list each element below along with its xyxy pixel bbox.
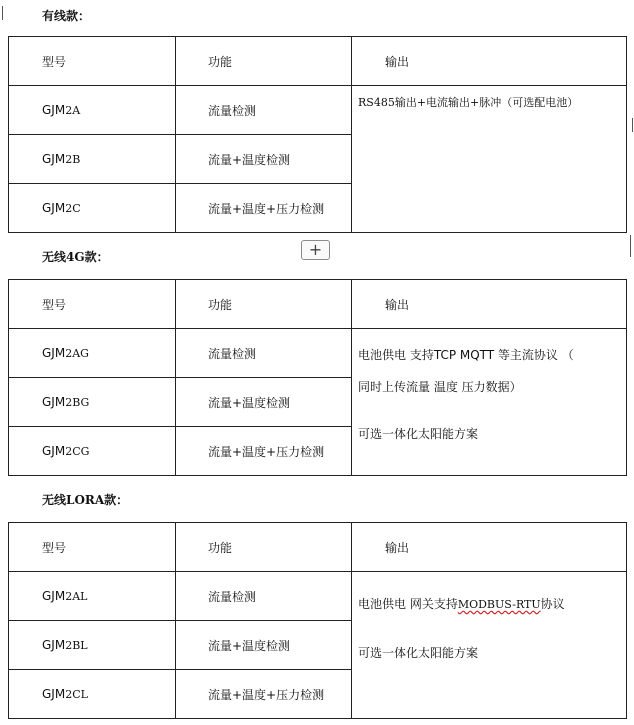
model-prefix: GJM — [42, 638, 66, 652]
output-cell — [352, 86, 627, 233]
output-line-2: 可选一体化太阳能方案 — [358, 646, 479, 660]
function-cell: 流量+温度+压力检测 — [176, 670, 352, 719]
model-prefix: GJM — [42, 152, 66, 166]
wired-model-table — [8, 36, 627, 233]
header-output: 输出 — [352, 523, 627, 572]
model-cell — [9, 86, 176, 135]
model-code: 2BG — [65, 396, 90, 409]
table-header-row — [9, 523, 627, 572]
header-output: 输出 — [352, 37, 627, 86]
add-row-button[interactable]: + — [301, 240, 330, 260]
header-output: 输出 — [352, 280, 627, 329]
table-row — [9, 572, 627, 621]
function-cell: 流量+温度+压力检测 — [176, 427, 352, 476]
model-code: 2CG — [65, 445, 90, 458]
function-cell: 流量检测 — [176, 572, 352, 621]
output-line-1 — [358, 580, 622, 629]
model-prefix: GJM — [42, 444, 66, 458]
model-cell — [9, 427, 176, 476]
output-text: RS485输出+电流输出+脉冲（可选配电池） — [358, 96, 579, 109]
function-cell: 流量+温度+压力检测 — [176, 184, 352, 233]
header-function: 功能 — [176, 523, 352, 572]
header-model: 型号 — [9, 37, 176, 86]
output-cell — [352, 329, 627, 476]
model-code: 2CL — [65, 688, 88, 701]
function-cell: 流量检测 — [176, 329, 352, 378]
header-model: 型号 — [9, 523, 176, 572]
4g-model-table — [8, 279, 627, 476]
function-cell: 流量检测 — [176, 86, 352, 135]
model-cell — [9, 329, 176, 378]
model-code: 2A — [65, 104, 81, 117]
model-code: 2B — [65, 153, 81, 166]
table-header-row — [9, 280, 627, 329]
model-prefix: GJM — [42, 346, 66, 360]
output-line-3: 可选一体化太阳能方案 — [358, 427, 479, 441]
model-cell — [9, 184, 176, 233]
right-margin-mark — [632, 118, 633, 132]
model-prefix: GJM — [42, 103, 66, 117]
table-row — [9, 86, 627, 135]
header-model: 型号 — [9, 280, 176, 329]
output-line-2: 同时上传流量 温度 压力数据） — [358, 380, 522, 394]
model-prefix: GJM — [42, 687, 66, 701]
model-prefix: GJM — [42, 589, 66, 603]
spellcheck-flagged-text[interactable]: MODBUS-RTU — [457, 598, 541, 611]
output-line-1-suffix: 协议 — [540, 597, 565, 611]
right-margin-mark — [630, 235, 631, 257]
model-prefix: GJM — [42, 201, 66, 215]
model-cell — [9, 135, 176, 184]
function-cell: 流量+温度检测 — [176, 378, 352, 427]
section-title-wired: 有线款： — [42, 9, 91, 23]
lora-model-table — [8, 522, 627, 719]
model-code: 2AG — [65, 347, 89, 360]
model-cell — [9, 378, 176, 427]
function-cell: 流量+温度检测 — [176, 621, 352, 670]
table-row — [9, 329, 627, 378]
left-margin-mark — [2, 6, 3, 20]
model-code: 2BL — [65, 639, 88, 652]
header-function: 功能 — [176, 280, 352, 329]
section-title-lora: 无线LORA款： — [42, 493, 129, 507]
function-cell: 流量+温度检测 — [176, 135, 352, 184]
header-function: 功能 — [176, 37, 352, 86]
table-header-row — [9, 37, 627, 86]
output-line-1-prefix: 电池供电 网关支持 — [358, 597, 458, 611]
model-code: 2C — [65, 202, 81, 215]
section-title-4g: 无线4G款： — [42, 250, 109, 264]
model-cell — [9, 572, 176, 621]
model-cell — [9, 670, 176, 719]
model-cell — [9, 621, 176, 670]
model-prefix: GJM — [42, 395, 66, 409]
output-line-1: 电池供电 支持TCP MQTT 等主流协议 （ — [358, 348, 574, 362]
model-code: 2AL — [65, 590, 88, 603]
output-cell — [352, 572, 627, 719]
